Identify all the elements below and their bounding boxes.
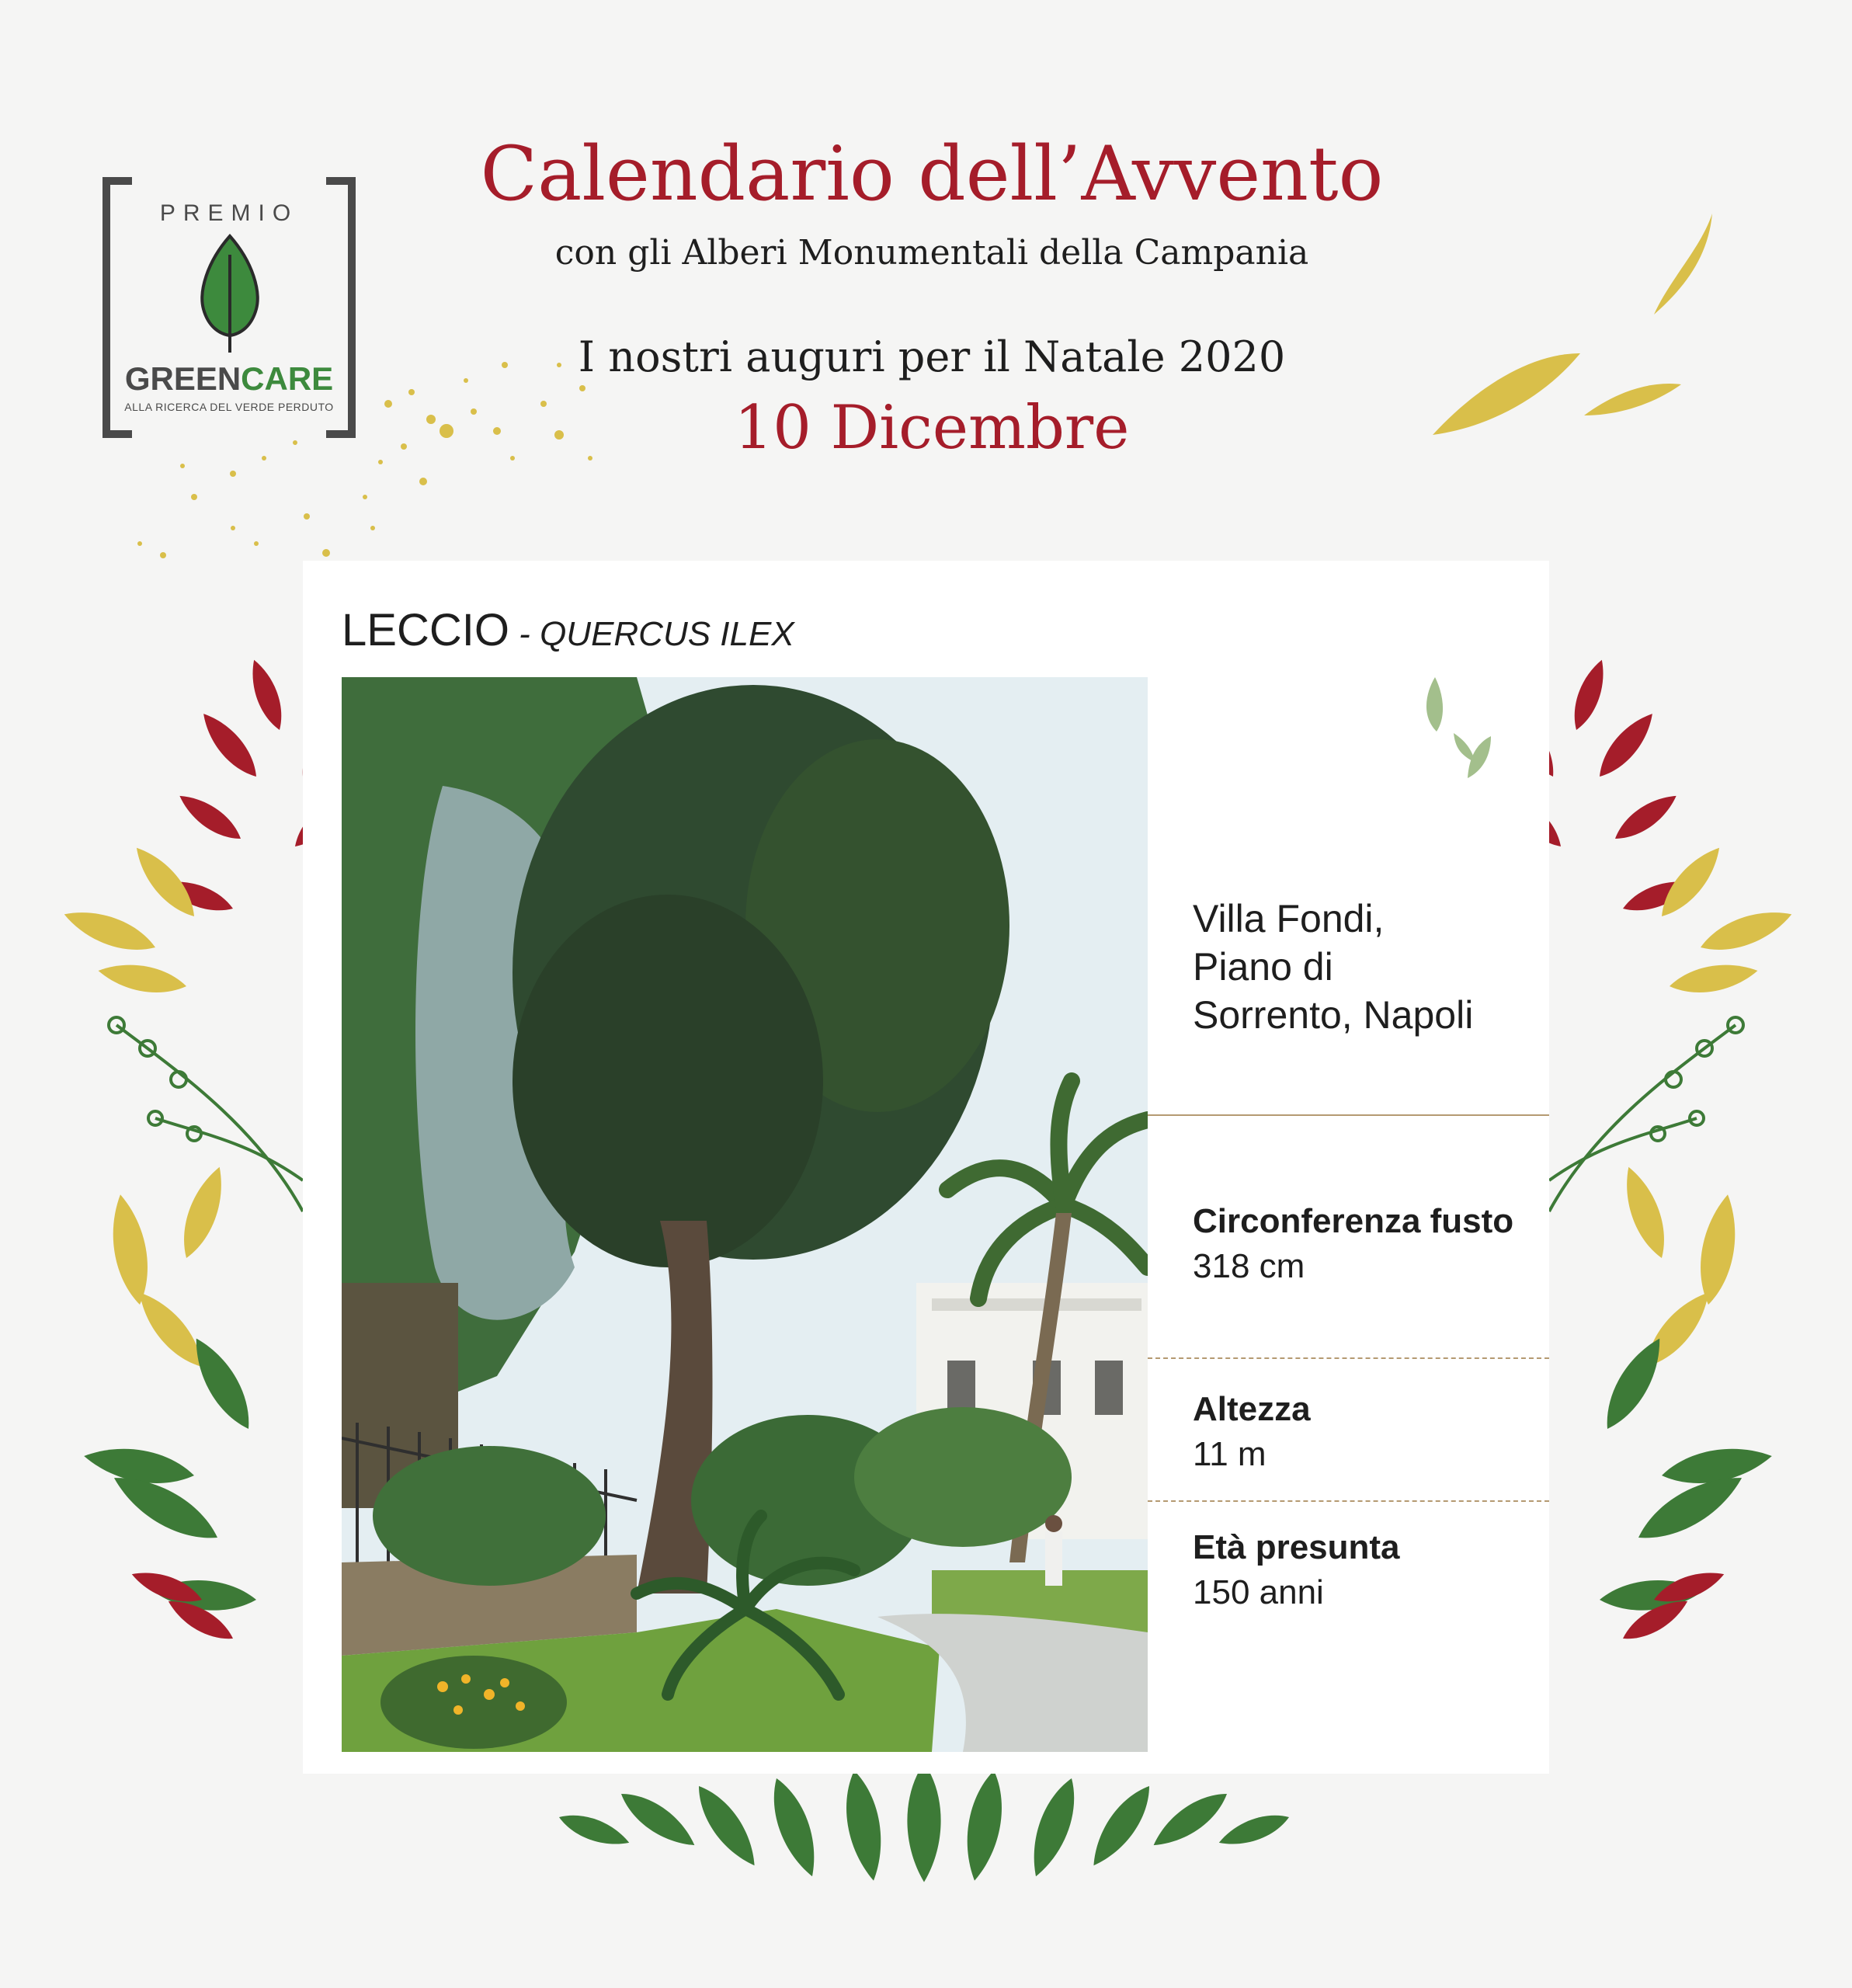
fact-divider [1148, 1357, 1549, 1359]
tree-scientific-name: QUERCUS ILEX [540, 615, 794, 653]
fact-age [1193, 1525, 1519, 1615]
fact-divider [1148, 1500, 1549, 1502]
floating-leaves-card [1413, 677, 1506, 786]
fact-value: 11 m [1193, 1435, 1267, 1473]
tree-photo [342, 677, 1148, 1752]
logo-brand-green: GREEN [124, 360, 241, 397]
premio-greencare-logo [103, 177, 356, 438]
fact-value: 318 cm [1193, 1247, 1305, 1285]
tree-title [342, 604, 794, 656]
location-line: Sorrento, Napoli [1193, 993, 1474, 1037]
logo-premio-text: PREMIO [159, 200, 299, 226]
tree-location [1193, 895, 1527, 1039]
logo-brand-care: CARE [241, 360, 334, 397]
christmas-greeting: I nostri auguri per il Natale 2020 [578, 332, 1286, 381]
location-line: Piano di [1193, 945, 1333, 989]
logo-brand [103, 360, 356, 398]
floating-leaves-top-right [1433, 214, 1712, 435]
tree-card [303, 561, 1549, 1774]
page-subtitle: con gli Alberi Monumentali della Campania [554, 233, 1309, 273]
fact-label: Altezza [1193, 1390, 1311, 1428]
location-line: Villa Fondi, [1193, 897, 1385, 940]
logo-tagline: ALLA RICERCA DEL VERDE PERDUTO [124, 401, 334, 413]
tree-name: LECCIO [342, 605, 509, 655]
fact-label: Età presunta [1193, 1528, 1400, 1566]
foliage-bottom [555, 1763, 1292, 1883]
tree-name-separator: - [509, 615, 540, 653]
leaf-icon [197, 231, 262, 356]
location-divider [1148, 1114, 1549, 1116]
fact-circumference [1193, 1199, 1519, 1289]
fact-height [1193, 1387, 1519, 1477]
calendar-date: 10 Dicembre [734, 393, 1130, 463]
page-title: Calendario dell’Avvento [480, 130, 1384, 217]
fact-value: 150 anni [1193, 1573, 1324, 1611]
fact-label: Circonferenza fusto [1193, 1202, 1514, 1240]
